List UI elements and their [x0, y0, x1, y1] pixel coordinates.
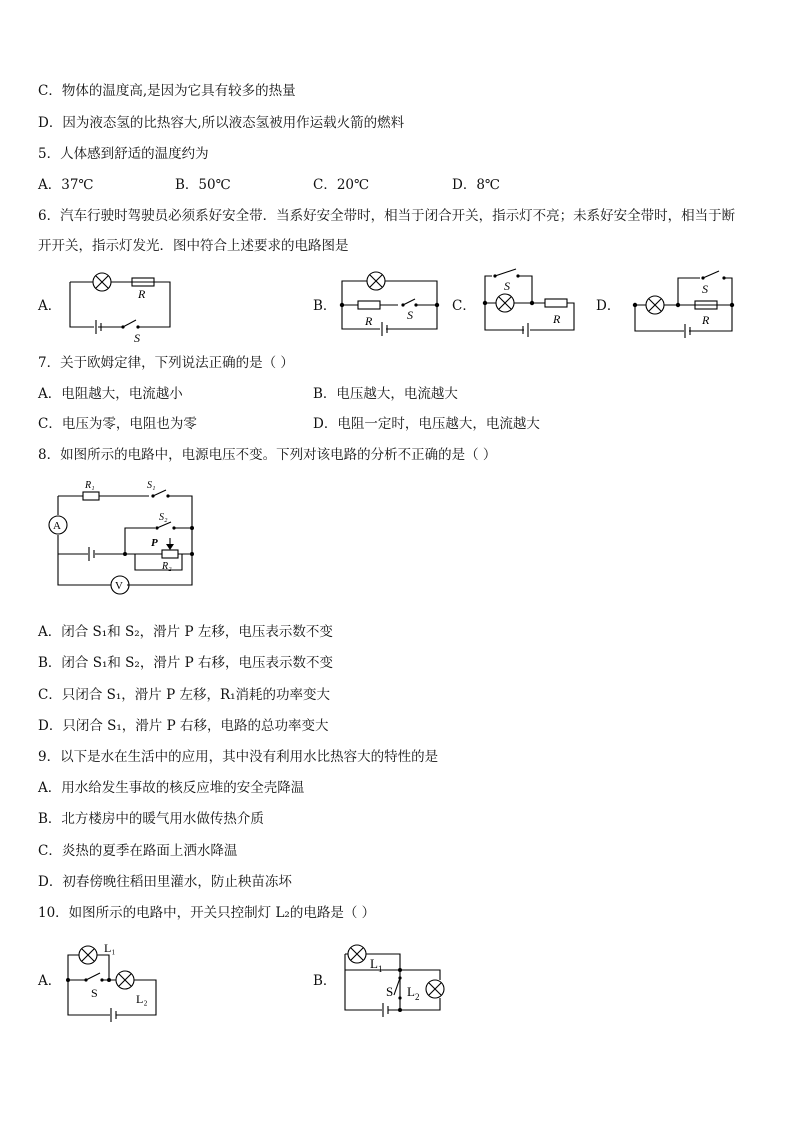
q9-option-a: A．用水给发生事故的核反应堆的安全壳降温 — [38, 780, 305, 796]
q6-label-c: C． — [452, 298, 476, 314]
q10a-label-l1: L₁ — [104, 941, 116, 955]
q4-option-c: C．物体的温度高,是因为它具有较多的热量 — [38, 83, 296, 99]
q7-option-c: C．电压为零，电阻也为零 — [38, 416, 197, 432]
q10b-label-l1: $L_1$ — [370, 956, 383, 974]
q9-option-d: D．初春傍晚往稻田里灌水，防止秧苗冻坏 — [38, 874, 292, 890]
q8-label-r2: R₂ — [162, 561, 172, 572]
q8-stem: 8．如图所示的电路中，电源电压不变。下列对该电路的分析不正确的是（ ） — [38, 447, 497, 463]
q5-option-d: D．8℃ — [452, 177, 501, 193]
q9-option-b: B．北方楼房中的暖气用水做传热介质 — [38, 811, 264, 827]
q8-label-r1: R₁ — [85, 480, 95, 491]
q8-option-a: A．闭合 S₁和 S₂，滑片 P 左移，电压表示数不变 — [38, 624, 333, 640]
q6a-label-r: R — [138, 287, 146, 301]
q8-label-s1: S₁ — [147, 480, 156, 491]
q5-stem: 5．人体感到舒适的温度约为 — [38, 146, 209, 162]
q10-stem: 10．如图所示的电路中，开关只控制灯 L₂的电路是（ ） — [38, 905, 376, 921]
q6a-label-s: S — [134, 331, 140, 345]
q4-option-d: D．因为液态氢的比热容大,所以液态氢被用作运载火箭的燃料 — [38, 115, 405, 131]
q8-voltmeter-label: V — [115, 580, 123, 592]
q6-circuit-d — [632, 268, 742, 338]
q6-circuit-b — [340, 268, 445, 333]
q6-stem-line2: 开开关，指示灯发光．图中符合上述要求的电路图是 — [38, 238, 349, 254]
q10a-label-l2: L₂ — [136, 992, 148, 1006]
q6d-label-r: R — [702, 313, 710, 327]
q8-label-p: P — [151, 537, 158, 549]
q6c-label-s: S — [504, 279, 510, 293]
q6-label-b: B． — [313, 298, 337, 314]
q6-label-d: D． — [596, 298, 621, 314]
q7-option-b: B．电压越大，电流越大 — [313, 386, 458, 402]
q6-stem-line1: 6．汽车行驶时驾驶员必须系好安全带．当系好安全带时，相当于闭合开关，指示灯不亮；未系好安全带时，相当于断 — [38, 208, 736, 224]
q10-label-b: B． — [313, 973, 337, 989]
q10-circuit-a — [64, 940, 164, 1022]
q5-option-b: B．50℃ — [175, 177, 231, 193]
q9-stem: 9．以下是水在生活中的应用，其中没有利用水比热容大的特性的是 — [38, 749, 439, 765]
q10-circuit-b — [340, 940, 450, 1022]
q5-option-c: C．20℃ — [313, 177, 370, 193]
q8-label-s2: S₂ — [159, 512, 168, 523]
q8-circuit — [47, 478, 207, 593]
q5-option-a: A．37℃ — [38, 177, 94, 193]
q7-stem: 7．关于欧姆定律，下列说法正确的是（ ） — [38, 355, 294, 371]
q6-label-a: A． — [38, 298, 62, 314]
q6d-label-s: S — [702, 282, 708, 296]
q8-ammeter-label: A — [53, 520, 61, 532]
q6b-label-r: R — [365, 314, 373, 328]
q6-circuit-a — [68, 265, 178, 345]
q6b-label-s: S — [407, 308, 413, 322]
q10b-label-l2: $L_2$ — [407, 984, 420, 1002]
q7-option-d: D．电阻一定时，电压越大，电流越大 — [313, 416, 540, 432]
q7-option-a: A．电阻越大，电流越小 — [38, 386, 183, 402]
q10a-label-s: S — [91, 986, 98, 1000]
q9-option-c: C．炎热的夏季在路面上洒水降温 — [38, 843, 238, 859]
q10b-label-s: S — [386, 984, 394, 999]
q6-circuit-c — [480, 268, 580, 338]
q8-option-c: C．只闭合 S₁，滑片 P 左移，R₁消耗的功率变大 — [38, 687, 331, 703]
q6c-label-r: R — [553, 312, 561, 326]
q8-option-d: D．只闭合 S₁，滑片 P 右移，电路的总功率变大 — [38, 718, 329, 734]
q8-option-b: B．闭合 S₁和 S₂，滑片 P 右移，电压表示数不变 — [38, 655, 333, 671]
q10-label-a: A． — [38, 973, 62, 989]
